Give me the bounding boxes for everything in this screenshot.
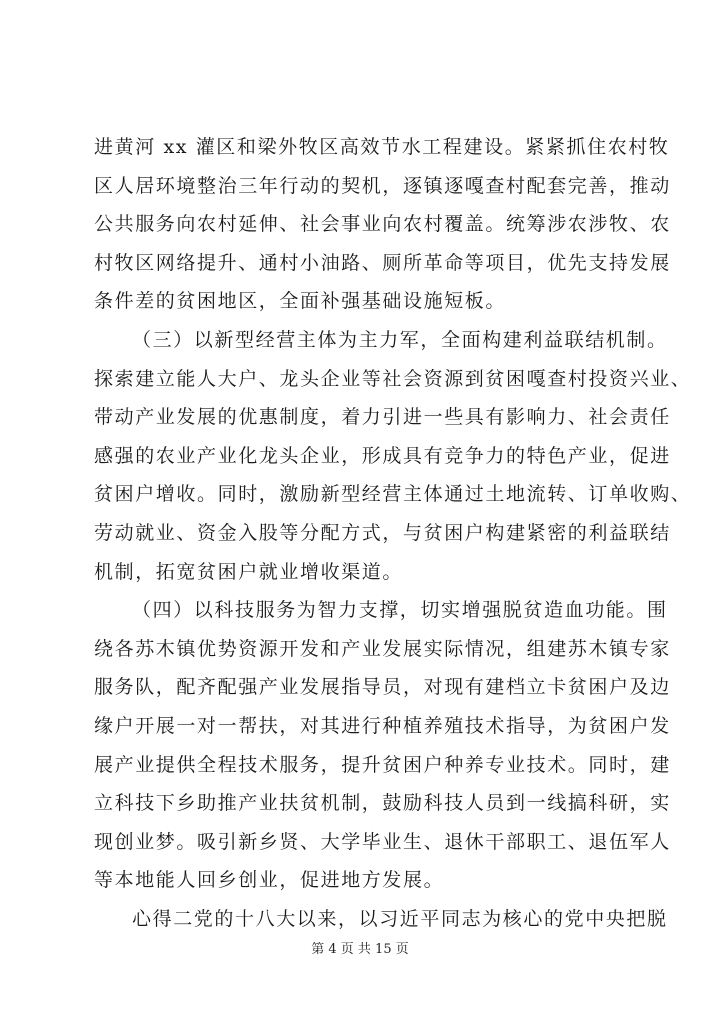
text-line: 展产业提供全程技术服务，提升贫困户种养专业技术。同时，建 [94, 753, 671, 776]
text-line: 劳动就业、资金入股等分配方式，与贫困户构建紧密的利益联结 [94, 521, 671, 544]
text-line: 服务队，配齐配强产业发展指导员，对现有建档立卡贫困户及边 [94, 676, 671, 699]
text-line: 区人居环境整治三年行动的契机，逐镇逐嘎查村配套完善，推动 [94, 174, 671, 197]
paragraph-start-line: 心得二党的十八大以来，以习近平同志为核心的党中央把脱 [132, 907, 668, 930]
paragraph-start-line: （三）以新型经营主体为主力军，全面构建利益联结机制。 [132, 328, 668, 351]
text-line: 条件差的贫困地区，全面补强基础设施短板。 [94, 290, 507, 313]
document-body [94, 128, 692, 938]
text-line: 贫困户增收。同时，激励新型经营主体通过土地流转、订单收购、 [94, 483, 692, 506]
text-line: 立科技下乡助推产业扶贫机制，鼓励科技人员到一线搞科研，实 [94, 792, 671, 815]
paragraph-start-line: （四）以科技服务为智力支撑，切实增强脱贫造血功能。围 [132, 599, 668, 622]
text-line: 探索建立能人大户、龙头企业等社会资源到贫困嘎查村投资兴业、 [94, 367, 692, 390]
text-line: 村牧区网络提升、通村小油路、厕所革命等项目，优先支持发展 [94, 251, 671, 274]
text-line: 等本地能人回乡创业，促进地方发展。 [94, 869, 445, 892]
text-line: 机制，拓宽贫困户就业增收渠道。 [94, 560, 404, 583]
text-line: 绕各苏木镇优势资源开发和产业发展实际情况，组建苏木镇专家 [94, 637, 671, 660]
page-number-footer: 第 4 页 共 15 页 [311, 942, 409, 957]
text-line: 感强的农业产业化龙头企业，形成具有竞争力的特色产业，促进 [94, 444, 671, 467]
text-line: 公共服务向农村延伸、社会事业向农村覆盖。统筹涉农涉牧、农 [94, 213, 671, 236]
text-line: 缘户开展一对一帮扶，对其进行种植养殖技术指导，为贫困户发 [94, 714, 671, 737]
text-line: 带动产业发展的优惠制度，着力引进一些具有影响力、社会责任 [94, 406, 671, 429]
text-line: 现创业梦。吸引新乡贤、大学毕业生、退休干部职工、退伍军人 [94, 830, 671, 853]
text-line: 进黄河 xx 灌区和梁外牧区高效节水工程建设。紧紧抓住农村牧 [94, 136, 670, 158]
